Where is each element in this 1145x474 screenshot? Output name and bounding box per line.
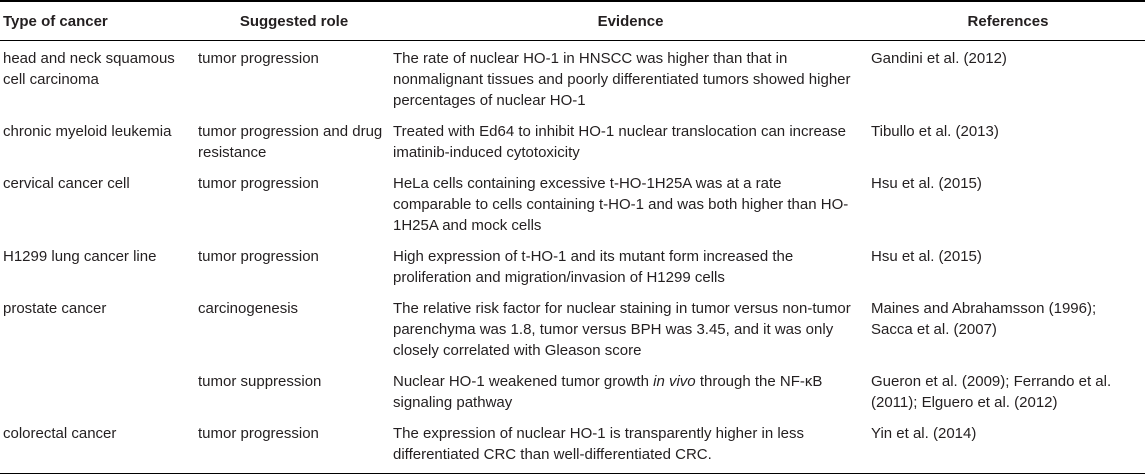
cell-type: head and neck squamous cell carcinoma [3, 50, 175, 88]
header-evidence: Evidence [390, 1, 868, 41]
header-references: References [868, 1, 1145, 41]
cell-type: chronic myeloid leukemia [3, 123, 172, 140]
cell-references: Gandini et al. (2012) [871, 50, 1007, 67]
cell-evidence [390, 364, 868, 416]
cell-evidence: The expression of nuclear HO-1 is transparently higher in less differentiated CRC than well-differentiated CRC. [390, 416, 868, 474]
cell-role: tumor progression [198, 50, 319, 67]
table-row [0, 41, 1145, 115]
evidence-text: through the NF-κB signaling pathway [393, 373, 823, 411]
table-row [0, 291, 1145, 364]
table-header-row [0, 1, 1145, 41]
cell-evidence: HeLa cells containing excessive t-HO-1H25A was at a rate comparable to cells containing t-HO-1 and was both higher than HO-1H25A and mock cells [393, 175, 849, 234]
cell-references: Hsu et al. (2015) [871, 175, 982, 192]
table-row [0, 114, 1145, 166]
cell-references: Tibullo et al. (2013) [871, 123, 999, 140]
table-row [0, 239, 1145, 291]
table-row [0, 364, 1145, 416]
table-row [0, 166, 1145, 239]
cell-role: tumor progression [198, 175, 319, 192]
cell-evidence: High expression of t-HO-1 and its mutant form increased the proliferation and migration/invasion of H1299 cells [393, 248, 794, 286]
table-row [0, 416, 1145, 474]
cell-references: Yin et al. (2014) [868, 416, 1145, 474]
evidence-text: Nuclear HO-1 weakened tumor growth [393, 373, 654, 390]
cell-role: carcinogenesis [198, 300, 299, 317]
cell-evidence: Treated with Ed64 to inhibit HO-1 nuclear translocation can increase imatinib-induced cytotoxicity [393, 123, 847, 161]
cell-evidence: The relative risk factor for nuclear staining in tumor versus non-tumor parenchyma was 1.8, tumor versus BPH was 3.45, and it was only closely correlated with Gleason score [393, 300, 851, 359]
cell-evidence: The rate of nuclear HO-1 in HNSCC was higher than that in nonmalignant tissues and poorly differentiated tumors showed higher percentages of nuclear HO-1 [393, 50, 851, 109]
cell-type [0, 364, 195, 416]
cell-role: tumor progression and drug resistance [198, 123, 383, 161]
cell-role: tumor progression [198, 248, 319, 265]
cell-type: H1299 lung cancer line [3, 248, 157, 265]
header-type-of-cancer: Type of cancer [0, 1, 195, 41]
evidence-italic-text: in vivo [653, 373, 696, 390]
header-suggested-role: Suggested role [195, 1, 390, 41]
cell-role: tumor progression [195, 416, 390, 474]
cell-role: tumor suppression [198, 373, 322, 390]
cell-type: cervical cancer cell [3, 175, 130, 192]
cell-references: Hsu et al. (2015) [871, 248, 982, 265]
cell-references: Gueron et al. (2009); Ferrando et al. (2011); Elguero et al. (2012) [871, 373, 1112, 411]
cell-references: Maines and Abrahamsson (1996); Sacca et al. (2007) [871, 300, 1097, 338]
cell-type: prostate cancer [3, 300, 107, 317]
cell-type: colorectal cancer [0, 416, 195, 474]
